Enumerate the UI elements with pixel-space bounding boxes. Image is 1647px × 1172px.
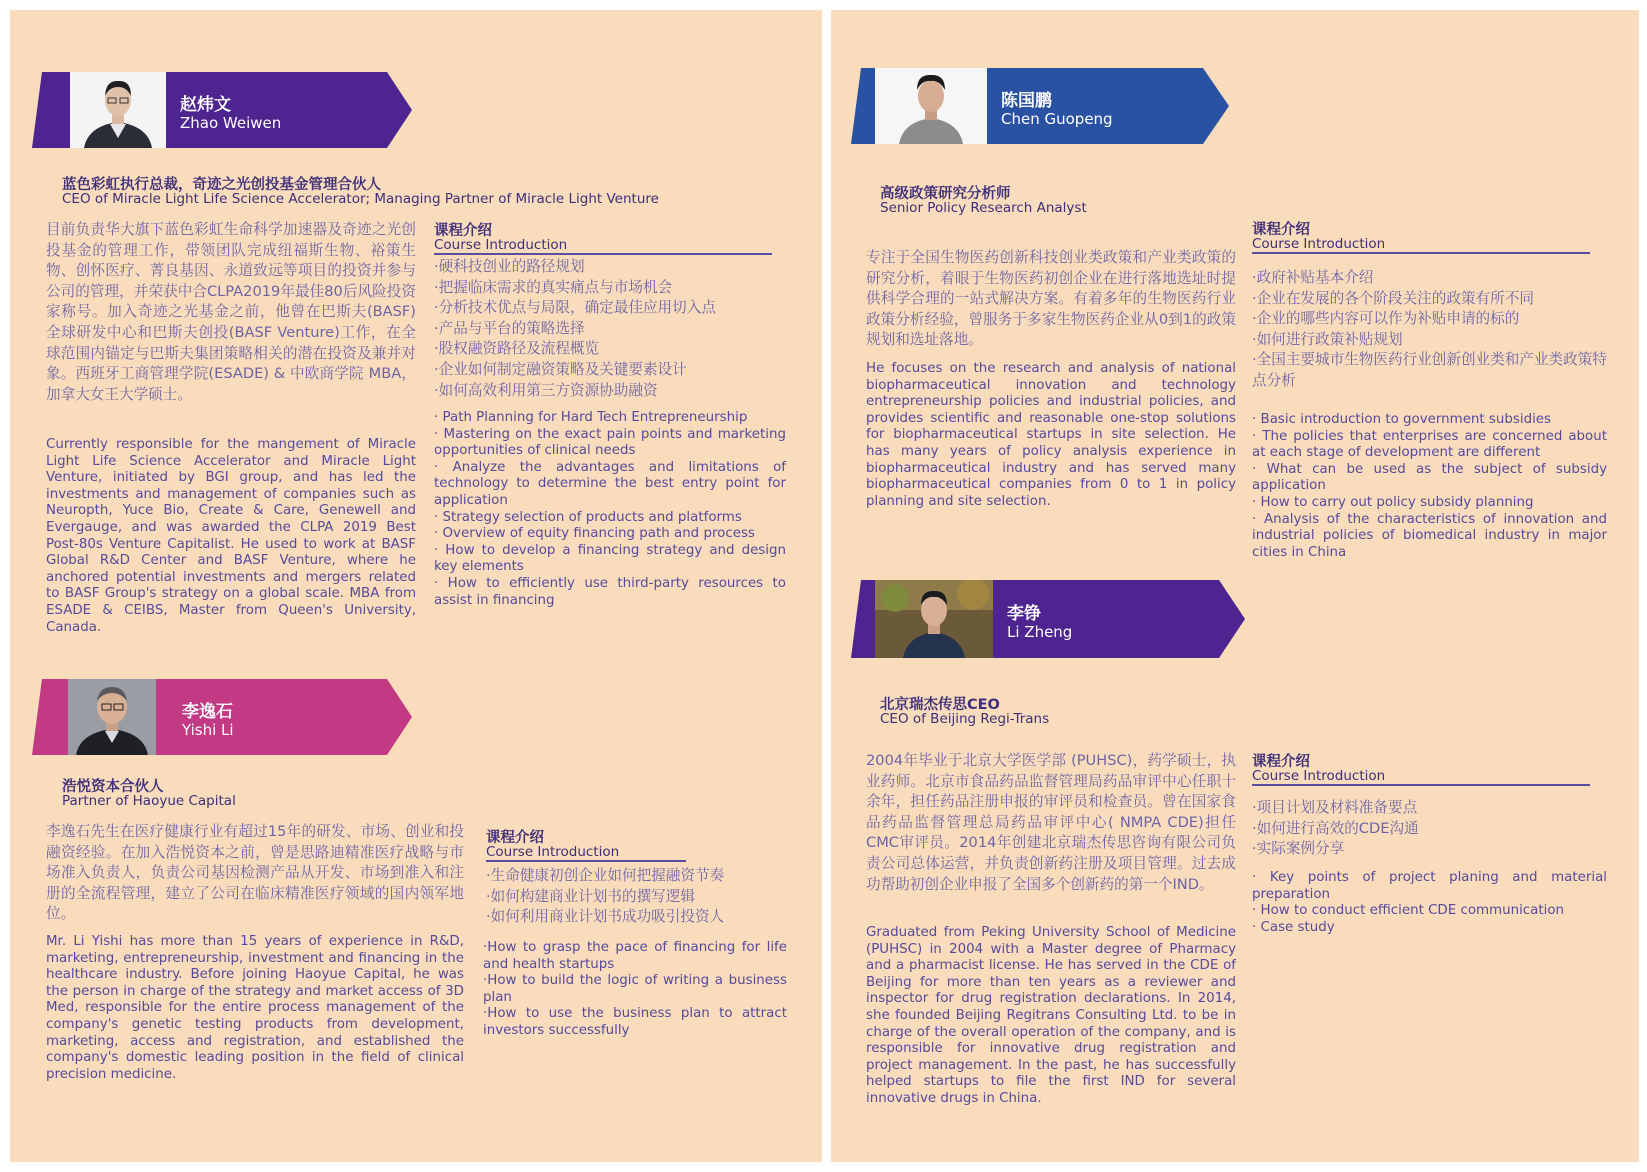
- course-item: · Analyze the advantages and limitations of technology to determine the best entry point for application: [434, 459, 786, 508]
- course-item: ·如何高效利用第三方资源协助融资: [434, 381, 658, 399]
- speaker-bio-en: He focuses on the research and analysis of national biopharmaceutical innovation and technology entrepreneurship policies and industrial policies, and provides scientific and reasonable one-stop solutions for biopharmaceutical startups in site selection. He has many years of policy analysis experience in biopharmaceutical industry and has served many biopharmaceutical companies from 0 to 1 in policy planning and site selection.: [866, 361, 1236, 509]
- course-list-cn: [1252, 268, 1607, 392]
- course-list-en: [434, 410, 786, 609]
- speaker-bio-cn: 李逸石先生在医疗健康行业有超过15年的研发、市场、创业和投融资经验。在加入浩悦资本之前，曾是思路迪精准医疗战略与市场准入负责人，负责公司基因检测产品从开发、市场到准入和注册的全流程管理，建立了公司在临床精准医疗领域的国内领军地位。: [46, 823, 464, 923]
- course-item: · Key points of project planing and material preparation: [1252, 870, 1607, 902]
- course-list-cn: [486, 866, 786, 928]
- course-list-cn: [1252, 798, 1607, 860]
- course-heading-en: Course Introduction: [1252, 768, 1386, 784]
- speaker-photo: [70, 72, 166, 148]
- course-item: ·生命健康初创企业如何把握融资节奏: [486, 867, 725, 884]
- course-item: ·How to use the business plan to attract investors successfully: [483, 1006, 787, 1038]
- course-item: ·如何进行高效的CDE沟通: [1252, 819, 1419, 837]
- course-item: ·如何进行政策补贴规划: [1252, 330, 1403, 348]
- speaker-name-en: Li Zheng: [1007, 623, 1073, 641]
- course-item: · Mastering on the exact pain points and marketing opportunities of clinical needs: [434, 426, 786, 459]
- speaker-title-cn: 浩悦资本合伙人: [62, 779, 164, 795]
- course-item: · The policies that enterprises are concerned about at each stage of development are different: [1252, 428, 1607, 461]
- course-item: ·把握临床需求的真实痛点与市场机会: [434, 278, 673, 296]
- course-list-cn: [434, 257, 784, 401]
- course-list-en: [1252, 870, 1607, 936]
- course-item: ·企业在发展的各个阶段关注的政策有所不同: [1252, 289, 1534, 307]
- speaker-banner-zhao: [32, 72, 412, 148]
- course-heading-cn: 课程介绍: [486, 830, 544, 846]
- speaker-name-cn: 李铮: [1007, 604, 1041, 624]
- course-item: · Path Planning for Hard Tech Entrepreneurship: [434, 410, 748, 425]
- course-item: · Overview of equity financing path and process: [434, 526, 755, 542]
- course-item: · What can be used as the subject of subsidy application: [1252, 461, 1607, 494]
- course-item: ·企业的哪些内容可以作为补贴申请的标的: [1252, 310, 1520, 328]
- speaker-title-cn: 北京瑞杰传思CEO: [880, 697, 1000, 713]
- course-heading-en: Course Introduction: [434, 237, 568, 253]
- course-item: · Basic introduction to government subsidies: [1252, 412, 1552, 427]
- speaker-name-cn: 赵炜文: [180, 95, 231, 115]
- course-item: · How to develop a financing strategy and design key elements: [434, 542, 786, 575]
- course-item: · Case study: [1252, 919, 1335, 935]
- course-item: ·项目计划及材料准备要点: [1252, 799, 1418, 816]
- speaker-bio-cn: 专注于全国生物医药创新科技创业类政策和产业类政策的研究分析，着眼于生物医药初创企业在进行落地选址时提供科学合理的一站式解决方案。有着多年的生物医药行业政策分析经验，曾服务于多家生物医药企业从0到1的政策规划和选址落地。: [866, 249, 1236, 349]
- course-item: ·政府补贴基本介绍: [1252, 269, 1374, 286]
- course-list-en: [483, 940, 787, 1040]
- speaker-bio-en: Mr. Li Yishi has more than 15 years of experience in R&D, marketing, entrepreneurship, investment and financing in the healthcare industry. Before joining Haoyue Capital, he was the person in charge of the strategy and market access of 3D Med, responsible for the entire process management of the company's genetic testing products from development, marketing, access and registration, and established the company's domestic leading position in the field of clinical precision medicine.: [46, 934, 464, 1082]
- speaker-banner-li-zheng: [851, 580, 1245, 656]
- course-item: ·企业如何制定融资策略及关键要素设计: [434, 360, 687, 378]
- speaker-title-en: Partner of Haoyue Capital: [62, 793, 236, 809]
- speaker-title-cn: 蓝色彩虹执行总裁，奇迹之光创投基金管理合伙人: [62, 177, 381, 193]
- course-divider: [1252, 252, 1590, 254]
- course-item: ·全国主要城市生物医药行业创新创业类和产业类政策特点分析: [1252, 351, 1607, 389]
- speaker-title-cn: 高级政策研究分析师: [880, 186, 1011, 202]
- speaker-name-en: Chen Guopeng: [1001, 110, 1113, 128]
- course-heading-cn: 课程介绍: [1252, 754, 1310, 770]
- course-divider: [434, 253, 772, 255]
- course-item: · How to carry out policy subsidy planning: [1252, 494, 1534, 510]
- course-heading-en: Course Introduction: [486, 844, 620, 860]
- course-divider: [486, 860, 686, 862]
- course-item: ·How to build the logic of writing a business plan: [483, 973, 787, 1005]
- speaker-bio-en: Currently responsible for the mangement of Miracle Light Life Science Accelerator and Miracle Light Venture, initiated by BGI group, and has led the investments and management of companies such as Neuropth, Yuce Bio, Create & Care, Genewell and Evergauge, and was awarded the CLPA 2019 Best Post-80s Venture Capitalist. He used to work at BASF Global R&D Center and BASF Venture, where he anchored potential investments and mergers related to BASF Group's strategy on a global scale. MBA from ESADE & CEIBS, Master from Queen's University, Canada.: [46, 437, 416, 635]
- speaker-photo: [875, 68, 987, 144]
- speaker-title-en: Senior Policy Research Analyst: [880, 200, 1087, 216]
- speaker-name-en: Yishi Li: [182, 721, 234, 739]
- speaker-bio-cn: 目前负责华大旗下蓝色彩虹生命科学加速器及奇迹之光创投基金的管理工作，带领团队完成纽福斯生物、裕策生物、创怀医疗、菁良基因、永道致远等项目的投资并参与公司的管理，并荣获中合CLPA2019年最佳80后风险投资家称号。加入奇迹之光基金之前，他曾在巴斯夫(BASF)全球研发中心和巴斯夫创投(BASF Venture)工作，在全球范围内锚定与巴斯夫集团策略相关的潜在投资及兼并对象。西班牙工商管理学院(ESADE) & 中欧商学院 MBA，加拿大女王大学硕士。: [46, 221, 416, 403]
- speaker-photo: [68, 679, 156, 755]
- speaker-photo: [875, 580, 993, 658]
- course-item: ·股权融资路径及流程概览: [434, 340, 600, 358]
- course-item: · How to conduct efficient CDE communication: [1252, 903, 1565, 919]
- course-item: ·如何构建商业计划书的撰写逻辑: [486, 887, 695, 905]
- course-item: ·实际案例分享: [1252, 840, 1345, 858]
- speaker-name-cn: 陈国鹏: [1001, 91, 1052, 111]
- course-list-en: [1252, 412, 1607, 561]
- speaker-title-en: CEO of Miracle Light Life Science Accelerator; Managing Partner of Miracle Light Venture: [62, 191, 659, 207]
- speaker-name-cn: 李逸石: [182, 702, 233, 722]
- course-item: · How to efficiently use third-party resources to assist in financing: [434, 575, 786, 608]
- speaker-banner-chen: [851, 68, 1229, 144]
- speaker-bio-en: Graduated from Peking University School of Medicine (PUHSC) in 2004 with a Master degree of Pharmacy and a pharmacist license. He has served in the CDE of Beijing for more than ten years as a reviewer and inspector for drug registration declarations. In 2014, she founded Beijing Regitrans Consulting Ltd. to be in charge of the overall operation of the company, and is responsible for innovative drug registration and project management. In the past, he has successfully helped startups to file the first IND for several innovative drugs in China.: [866, 925, 1236, 1106]
- course-item: · Analysis of the characteristics of innovation and industrial policies of biomedical industry in major cities in China: [1252, 511, 1607, 560]
- course-item: ·分析技术优点与局限，确定最佳应用切入点: [434, 299, 716, 317]
- course-heading-cn: 课程介绍: [1252, 222, 1310, 238]
- speaker-name-en: Zhao Weiwen: [180, 114, 282, 132]
- speaker-bio-cn: 2004年毕业于北京大学医学部 (PUHSC)，药学硕士，执业药师。北京市食品药品监督管理局药品审评中心任职十余年，担任药品注册申报的审评员和检查员。曾在国家食品药品监督管理总局药品审评中心( NMPA CDE)担任CMC审评员。2014年创建北京瑞杰传思咨询有限公司负责公司总体运营，并负责创新药注册及项目管理。过去成功帮助初创企业申报了全国多个创新药的第一个IND。: [866, 752, 1236, 893]
- course-heading-cn: 课程介绍: [434, 223, 492, 239]
- course-heading-en: Course Introduction: [1252, 236, 1386, 252]
- course-item: ·产品与平台的策略选择: [434, 319, 585, 337]
- course-item: ·How to grasp the pace of financing for life and health startups: [483, 940, 787, 972]
- speaker-title-en: CEO of Beijing Regi-Trans: [880, 711, 1050, 727]
- course-divider: [1252, 784, 1590, 786]
- speaker-banner-li-yishi: [32, 679, 412, 755]
- course-item: · Strategy selection of products and platforms: [434, 509, 742, 525]
- course-item: ·硬科技创业的路径规划: [434, 258, 585, 275]
- course-item: ·如何利用商业计划书成功吸引投资人: [486, 908, 725, 926]
